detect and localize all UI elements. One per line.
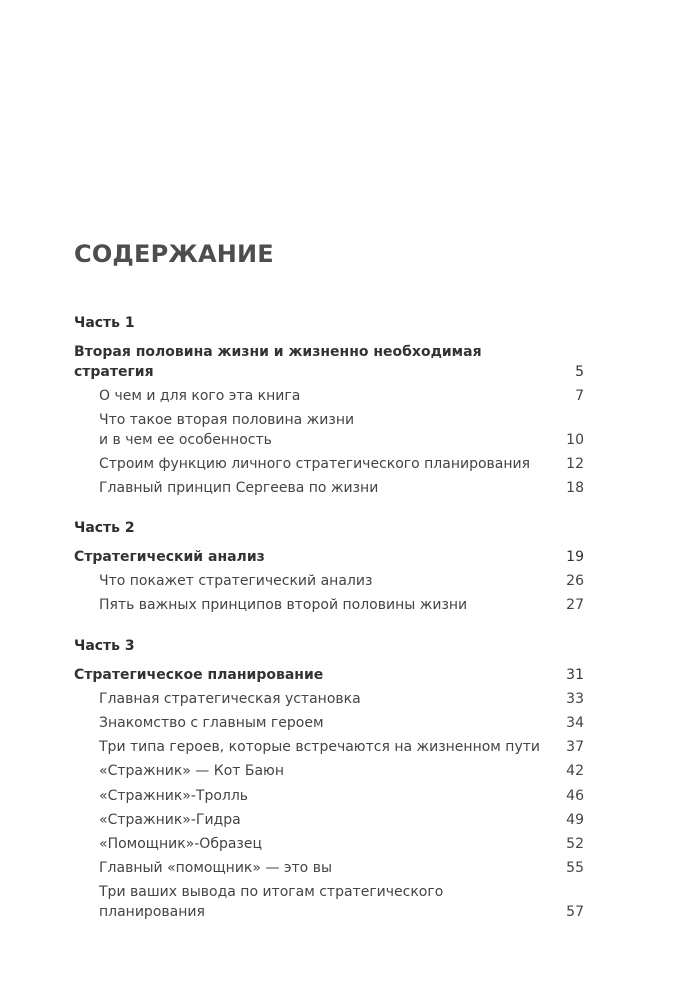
entry-title: Пять важных принципов второй половины жизни — [99, 597, 468, 613]
entry-title: Главный «помощник» — это вы — [99, 860, 333, 876]
entry-title: «Стражник»-Тролль — [99, 788, 249, 804]
toc-entry — [99, 386, 584, 406]
toc-entry — [99, 595, 584, 615]
page-number: 46 — [566, 788, 584, 804]
toc-entry — [99, 882, 584, 922]
page-number: 37 — [566, 739, 584, 755]
entry-title: Что покажет стратегический анализ — [99, 573, 373, 589]
entry-title: «Стражник» — Кот Баюн — [99, 763, 284, 779]
toc-entry — [99, 571, 584, 591]
toc-entry — [99, 454, 584, 474]
entry-title: Что такое вторая половина жизни — [99, 412, 355, 428]
page-number: 33 — [566, 691, 584, 707]
page-number: 27 — [566, 597, 584, 613]
part-label: Часть 3 — [74, 638, 135, 654]
page-number: 19 — [566, 549, 584, 565]
chapter-entry — [74, 547, 584, 567]
page-number: 26 — [566, 573, 584, 589]
page-number: 34 — [566, 715, 584, 731]
page-title: СОДЕРЖАНИЕ — [74, 240, 274, 268]
entry-title: Три типа героев, которые встречаются на жизненном пути — [99, 739, 540, 755]
page-number: 5 — [575, 364, 584, 380]
page-number: 10 — [566, 432, 584, 448]
toc-entry — [99, 737, 584, 757]
chapter-entry — [74, 342, 584, 382]
page-number: 12 — [566, 456, 584, 472]
page-number: 31 — [566, 667, 584, 683]
toc-entry — [99, 834, 584, 854]
entry-title: Строим функцию личного стратегического планирования — [99, 456, 531, 472]
toc-entry — [99, 761, 584, 781]
chapter-title-line: Стратегический анализ — [74, 549, 265, 565]
page-number: 18 — [566, 480, 584, 496]
chapter-title-line: Вторая половина жизни и жизненно необходимая — [74, 344, 482, 360]
part-label: Часть 2 — [74, 520, 135, 536]
entry-title: «Помощник»-Образец — [99, 836, 263, 852]
toc-entry — [99, 786, 584, 806]
toc-entry — [99, 858, 584, 878]
page-number: 57 — [566, 904, 584, 920]
part-label: Часть 1 — [74, 315, 135, 331]
page-number: 52 — [566, 836, 584, 852]
entry-title: и в чем ее особенность — [99, 432, 272, 448]
toc-entry — [99, 478, 584, 498]
chapter-title-line: Стратегическое планирование — [74, 667, 324, 683]
entry-title: Главный принцип Сергеева по жизни — [99, 480, 379, 496]
entry-title: Главная стратегическая установка — [99, 691, 361, 707]
chapter-entry — [74, 665, 584, 685]
page-number: 42 — [566, 763, 584, 779]
entry-title: О чем и для кого эта книга — [99, 388, 301, 404]
page-number: 49 — [566, 812, 584, 828]
chapter-title-line: стратегия — [74, 364, 154, 380]
toc-entry — [99, 410, 584, 450]
entry-title: Три ваших вывода по итогам стратегического планирования — [99, 884, 444, 920]
page-number: 55 — [566, 860, 584, 876]
entry-title: Знакомство с главным героем — [99, 715, 324, 731]
toc-entry — [99, 713, 584, 733]
page-number: 7 — [575, 388, 584, 404]
entry-title: «Стражник»-Гидра — [99, 812, 241, 828]
toc-entry — [99, 810, 584, 830]
toc-entry — [99, 689, 584, 709]
